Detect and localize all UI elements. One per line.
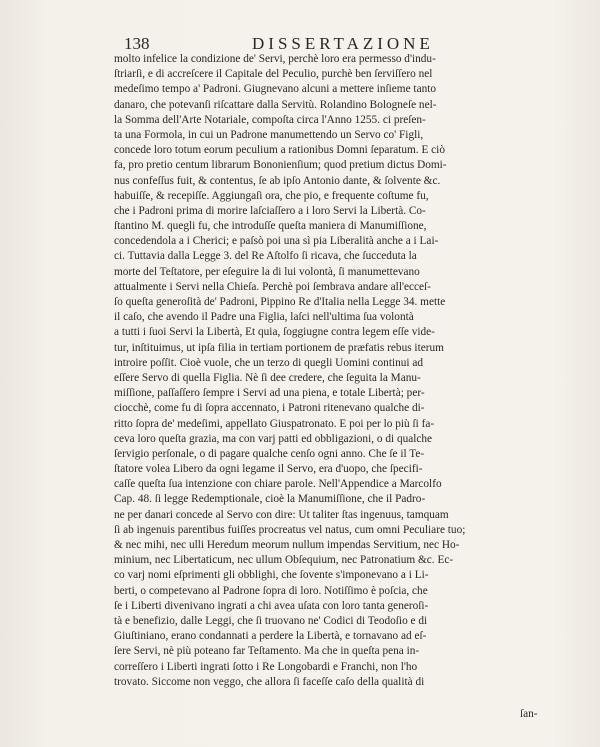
- text-line: Cap. 48. ſi legge Redemptionale, cioè la Manumiſſione, che il Padro-: [114, 493, 426, 506]
- text-line: ſtantino M. quegli fu, che introduſſe queſta maniera di Manumiſſione,: [114, 220, 427, 233]
- text-line: minium, nec Libertaticum, nec ullum Obſequium, nec Patronatium &c. Ec-: [114, 554, 454, 567]
- text-line: danaro, che potevanſi riſcattare dalla Servitù. Rolandino Bologneſe nel-: [114, 98, 437, 111]
- text-line: ſtriarſi, e di accreſcere il Capitale del Peculio, purchè ben ſerviſſero nel: [114, 68, 433, 81]
- text-line: a tutti i ſuoi Servi la Libertà, Et quia, ſoggiugne contra legem eſſe vide-: [114, 326, 435, 339]
- text-line: attualmente i Servi nella Chieſa. Perchè poi ſembrava andare all'ecceſ-: [114, 280, 431, 293]
- text-line: il caſo, che avendo il Padre una Figlia, laſci nell'ultima ſua volontà: [114, 311, 414, 324]
- text-line: ſere Servi, nè più poteano far Teſtamento. Ma che in queſta pena in-: [114, 645, 420, 658]
- text-line: ſervigio perſonale, o di pagare qualche cenſo ogni anno. Che ſe il Te-: [114, 447, 425, 460]
- text-line: ſe i Liberti divenivano ingrati a chi avea uſata con loro tanta generoſi-: [114, 599, 429, 612]
- text-line: concede loro totum eorum peculium a rationibus Domni ſeparatum. E ciò: [114, 144, 445, 157]
- text-line: fa, pro pretio centum librarum Bononienſium; quod pretium dictus Domi-: [114, 159, 447, 172]
- text-line: introire poſſit. Cioè vuole, che un terzo di quegli Uomini continui ad: [114, 356, 424, 369]
- text-line: correſſero i Liberti ingrati ſotto i Re Longobardi e Franchi, non l'ho: [114, 660, 418, 673]
- text-line: Giuſtiniano, erano condannati a perdere la Libertà, e tornavano ad eſ-: [114, 630, 427, 643]
- text-line: tà e benefizio, dalle Leggi, che ſi truovano ne' Codici di Teodoſio e di: [114, 614, 428, 627]
- text-line: co varj nomi eſprimenti gli obblighi, che ſovente s'imponevano a i Li-: [114, 569, 429, 582]
- page-number: 138: [124, 34, 150, 53]
- text-line: ceva loro queſta grazia, ma con varj patti ed obbligazioni, o di qualche: [114, 432, 433, 445]
- text-line: & nec mihi, nec ulli Heredum meorum nullum impendas Servitium, nec Ho-: [114, 539, 460, 551]
- text-line: tur, inſtituimus, ut ipſa filia in tertiam portionem de præfatis rebus iterum: [114, 341, 444, 354]
- text-line: molto infelice la condizione de' Servi, perchè loro era permesso d'indu-: [114, 53, 436, 65]
- text-line: ſtatore volea Libero da ogni legame il Servo, era d'uopo, che ſpecifi-: [114, 463, 423, 476]
- text-line: medeſimo tempo a' Padroni. Giugnevano alcuni a mettere inſieme tanto: [114, 83, 437, 96]
- text-line: la Somma dell'Arte Notariale, compoſta circa l'Anno 1255. ci preſen-: [114, 113, 426, 126]
- text-line: concedendola a i Cherici; e paſsò poi una sì pia Liberalità anche a i Lai-: [114, 235, 439, 248]
- text-line: che i Padroni prima di morire laſciaſſero a i loro Servi la Libertà. Co-: [114, 204, 426, 217]
- text-line: miſſione, paſſaſſero ſempre i Servi ad una piena, e totale Libertà; per-: [114, 387, 425, 400]
- text-line: ſo queſta generoſità de' Padroni, Pippino Re d'Italia nella Legge 34. mette: [114, 296, 446, 308]
- text-line: ritto ſopra de' medeſimi, appellato Giuspatronato. E poi per lo più ſi fa-: [114, 417, 435, 430]
- body-text: [114, 52, 544, 690]
- text-line: trovato. Siccome non veggo, che allora ſi faceſſe caſo della qualità di: [114, 675, 425, 688]
- text-line: ta una Formola, in cui un Padrone manumettendo un Servo co' Figli,: [114, 128, 424, 141]
- text-line: ne per danari concede al Servo con dire: Ut taliter ſtas ingenuus, tamquam: [114, 508, 449, 521]
- text-line: berti, o competevano al Padrone ſopra di loro. Notiſſimo è poſcia, che: [114, 584, 428, 597]
- text-line: habuiſſe, & recepiſſe. Aggiungaſi ora, che pio, e frequente coſtume fu,: [114, 189, 429, 202]
- text-line: morte del Teſtatore, per eſeguire la di lui volontà, ſi manumettevano: [114, 265, 420, 278]
- text-line: nus confeſſus fuit, & contentus, ſe ab ipſo Antonio dante, & ſolvente &c.: [114, 174, 441, 187]
- text-line: ciocchè, come fu di ſopra accennato, i Patroni ritenevano qualche di-: [114, 402, 425, 415]
- text-line: ſi ab ingenuis parentibus fuiſſes procreatus vel natus, cum omni Peculiare tuo;: [114, 523, 466, 536]
- catchword: ſan-: [520, 708, 538, 720]
- running-head: DISSERTAZIONE: [252, 34, 434, 53]
- text-line: caſſe queſta ſua intenzione con chiare parole. Nell'Appendice a Marcolfo: [114, 478, 442, 491]
- text-line: ci. Tuttavia dalla Legge 3. del Re Aſtolfo ſi ricava, che ſucceduta la: [114, 250, 417, 263]
- text-line: eſſere Servo di quella Figlia. Nè ſi dee credere, che ſeguita la Manu-: [114, 371, 421, 384]
